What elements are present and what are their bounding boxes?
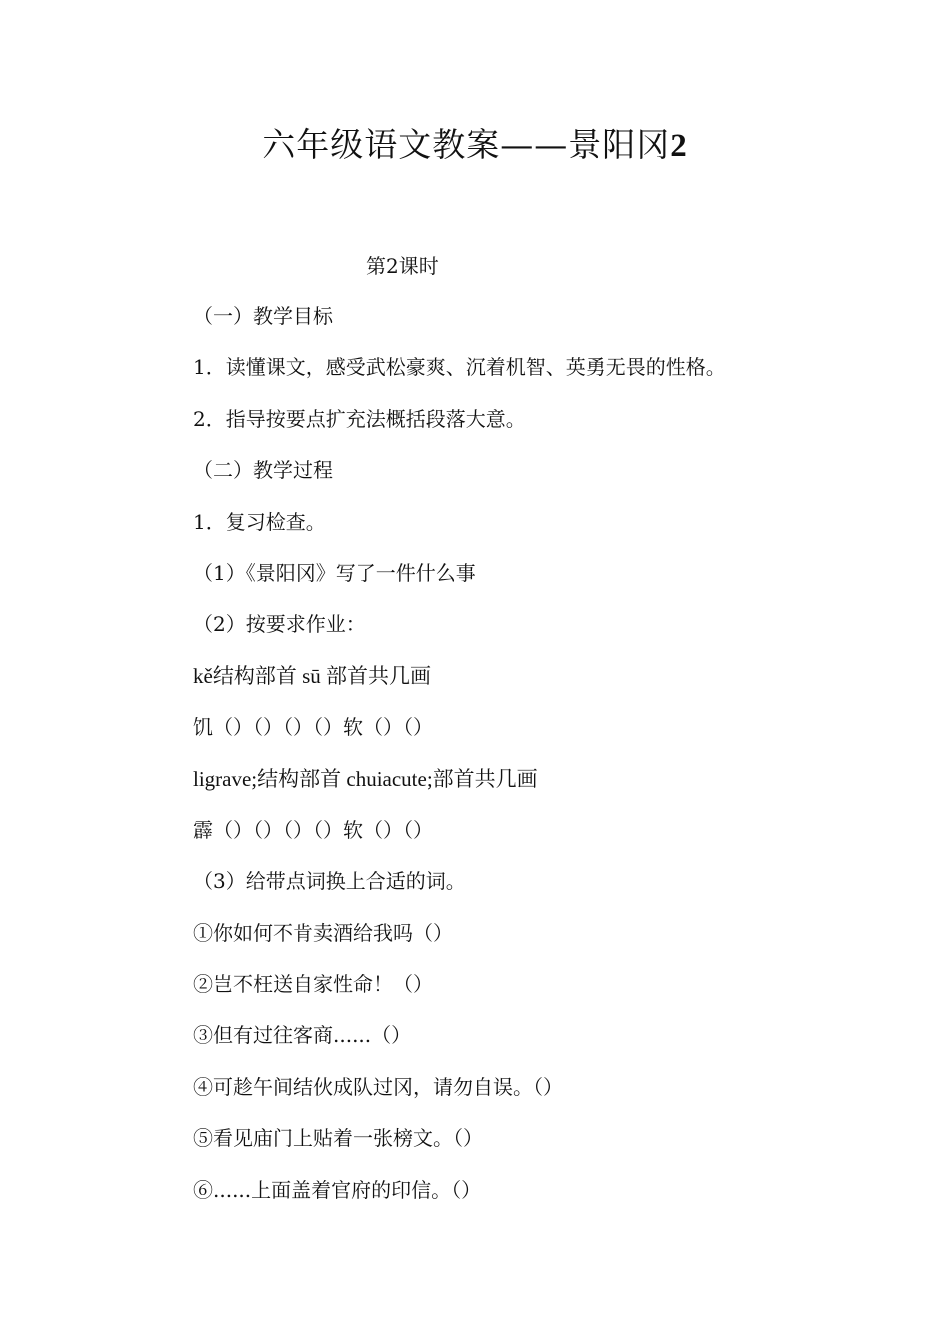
document-title	[0, 122, 950, 169]
lesson-body	[193, 302, 913, 1227]
exercise-line: ligrave;结构部首 chuiacute;部首共几画	[193, 766, 538, 791]
sentence-item: ⑤看见庙门上贴着一张榜文。（）	[193, 1126, 483, 1151]
question-item: （3）给带点词换上合适的词。	[193, 869, 466, 894]
sentence-item: ③但有过往客商......（）	[193, 1023, 412, 1048]
sentence-item: ②岂不枉送自家性命！（）	[193, 972, 433, 997]
question-item: （2）按要求作业：	[193, 612, 366, 637]
sentence-item: ⑥......上面盖着官府的印信。（）	[193, 1177, 482, 1202]
title-number: 2	[670, 128, 688, 164]
question-item: （1）《景阳冈》写了一件什么事	[193, 560, 476, 585]
sentence-item: ①你如何不肯卖酒给我吗（）	[193, 920, 453, 945]
lesson-subtitle: 第2课时	[366, 254, 439, 278]
section-heading-objectives: （一）教学目标	[193, 304, 333, 328]
title-text: 六年级语文教案——景阳冈	[262, 125, 671, 164]
section-heading-process: （二）教学过程	[193, 458, 333, 483]
objective-item: 2．指导按要点扩充法概括段落大意。	[193, 406, 526, 431]
exercise-line: 饥（）（）（）（）软（）（）	[193, 715, 433, 740]
exercise-line: kě结构部首 sū 部首共几画	[193, 663, 431, 688]
objective-item: 1．读懂课文，感受武松豪爽、沉着机智、英勇无畏的性格。	[193, 355, 726, 380]
exercise-line: 霹（）（）（）（）软（）（）	[193, 817, 433, 842]
sentence-item: ④可趁午间结伙成队过冈，请勿自误。（）	[193, 1074, 563, 1099]
process-step: 1．复习检查。	[193, 509, 326, 534]
